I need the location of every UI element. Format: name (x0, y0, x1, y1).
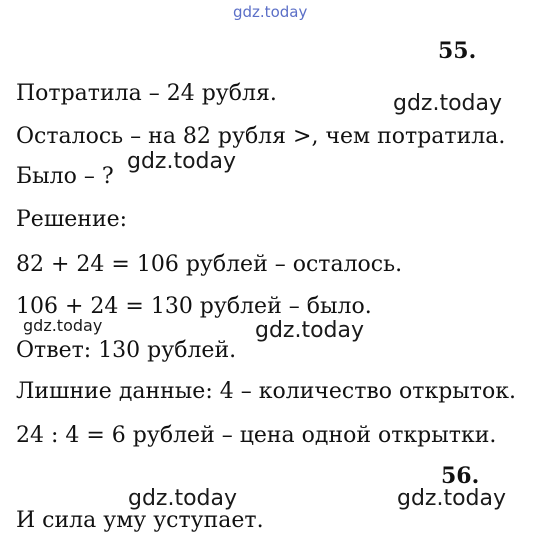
text-line: 106 + 24 = 130 рублей – было. (16, 294, 372, 319)
watermark: gdz.today (393, 91, 503, 116)
watermark-top: gdz.today (233, 3, 308, 21)
text-line: Ответ: 130 рублей. (16, 338, 237, 363)
text-line: Потратила – 24 рубля. (16, 81, 277, 106)
watermark: gdz.today (397, 486, 507, 511)
text-line: Решение: (16, 207, 128, 232)
watermark: gdz.today (23, 316, 103, 335)
watermark: gdz.today (255, 318, 365, 343)
watermark: gdz.today (128, 486, 238, 511)
task-56-number: 56. (441, 463, 480, 489)
watermark: gdz.today (127, 149, 237, 174)
text-line: 82 + 24 = 106 рублей – осталось. (16, 252, 403, 277)
text-line: И сила уму уступает. (16, 508, 264, 533)
text-line: Лишние данные: 4 – количество открыток. (16, 379, 516, 404)
text-line: Осталось – на 82 рубля >, чем потратила. (16, 124, 506, 149)
task-55-number: 55. (438, 38, 477, 64)
text-line: 24 : 4 = 6 рублей – цена одной открытки. (16, 423, 497, 448)
text-line: Было – ? (16, 164, 114, 189)
